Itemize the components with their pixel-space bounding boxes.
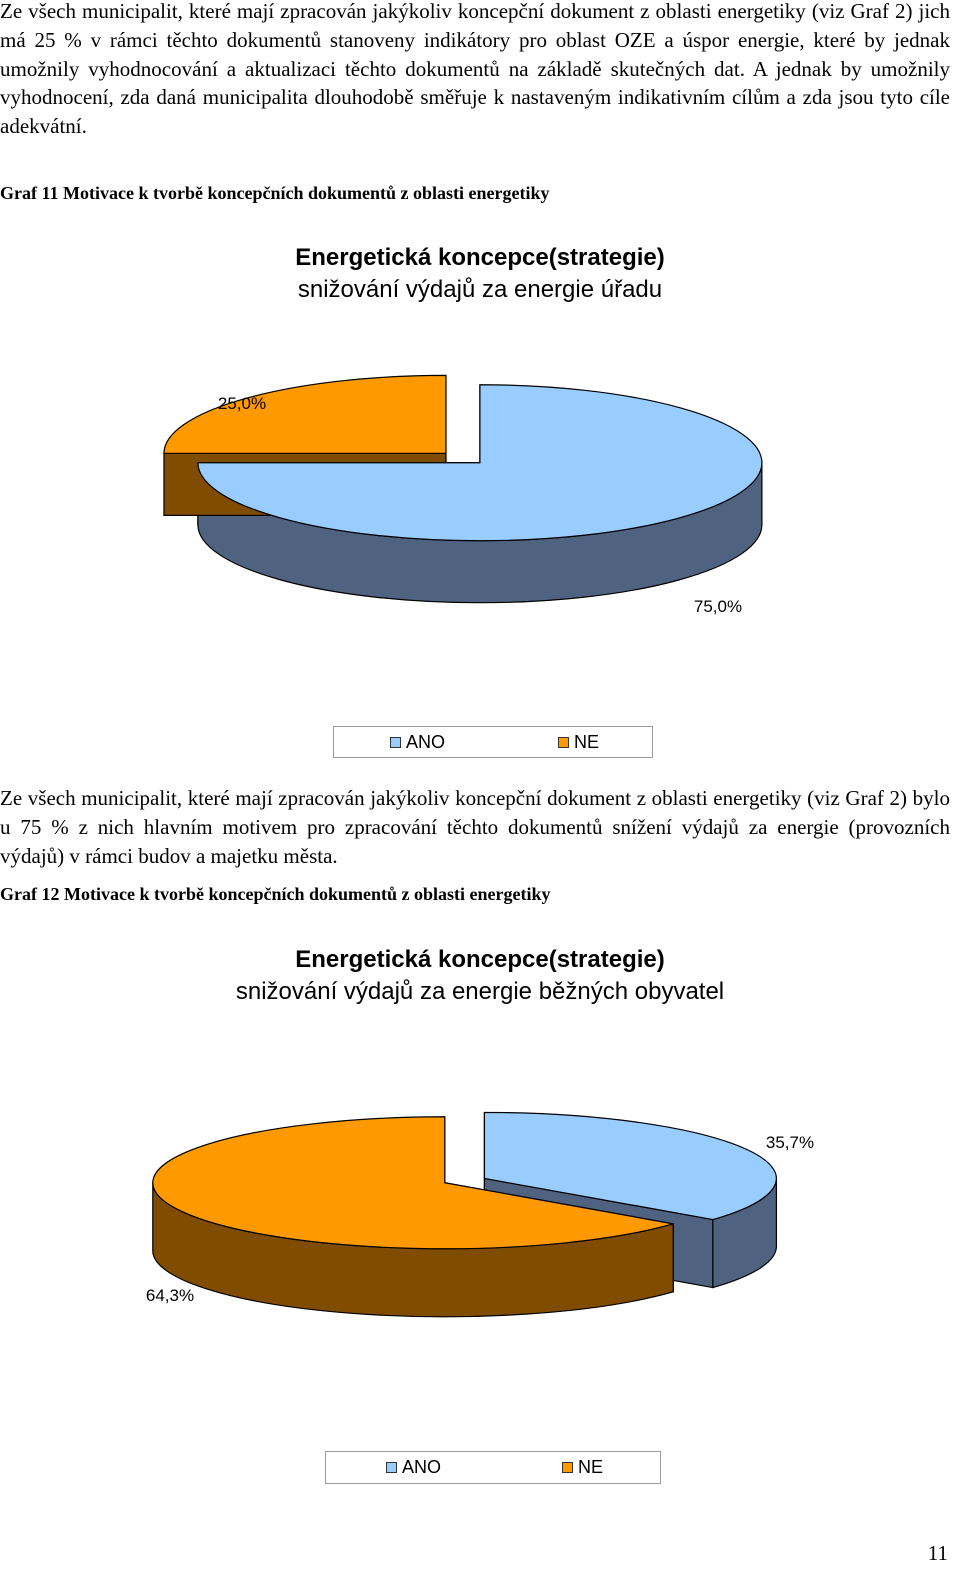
pie-chart-1 <box>0 360 960 690</box>
legend-label-ano: ANO <box>406 731 446 752</box>
caption-graf-12: Graf 12 Motivace k tvorbě koncepčních dokumentů z oblasti energetiky <box>0 884 551 904</box>
pie-data-label-ano: 75,0% <box>693 597 743 616</box>
legend-item-ne <box>562 1452 603 1483</box>
paragraph-motivation: Ze všech municipalit, které mají zpracován jakýkoliv koncepční dokument z oblasti energetiky (viz Graf 2) bylo u 75 % z nich hlavním motivem pro zpracování těchto dokumentů snížení výdajů za energie (provozních výdajů) v rámci budov a majetku města. <box>0 786 950 868</box>
legend-label-ne: NE <box>574 731 600 752</box>
pie-slice-ne <box>164 375 446 453</box>
chart-2-legend <box>325 1451 661 1484</box>
chart-1-subtitle: snižování výdajů za energie úřadu <box>297 276 663 303</box>
chart-2-subtitle: snižování výdajů za energie běžných obyvatel <box>235 978 725 1005</box>
chart-1-legend <box>333 726 653 758</box>
legend-item-ano <box>386 1452 441 1483</box>
chart-2-title: Energetická koncepce(strategie) <box>295 946 665 973</box>
legend-item-ne <box>558 727 599 757</box>
paragraph-indicators: Ze všech municipalit, které mají zpracován jakýkoliv koncepční dokument z oblasti energetiky (viz Graf 2) jich má 25 % v rámci těchto dokumentů stanoveny indikátory pro oblast OZE a úspor energie, které by jednak umožnily vyhodnocování a aktualizaci těchto dokumentů na základě skutečných dat. A jednak by umožnily vyhodnocení, zda daná municipalita dlouhodobě směřuje k nastaveným indikativním cílům a zda jsou tyto cíle adekvátní. <box>0 0 950 139</box>
pie-data-label-ano: 35,7% <box>765 1133 815 1152</box>
page-number: 11 <box>927 1541 948 1565</box>
legend-swatch-ne <box>562 1462 573 1473</box>
legend-swatch-ano <box>386 1462 397 1473</box>
pie-chart-2 <box>0 1100 960 1440</box>
pie-data-label-ne: 64,3% <box>145 1286 195 1305</box>
chart-2-title-block <box>0 944 960 1008</box>
pie-data-label-ne: 25,0% <box>217 394 267 413</box>
legend-swatch-ano <box>390 737 401 748</box>
chart-1-title-block <box>0 242 960 306</box>
legend-label-ano: ANO <box>402 1457 442 1477</box>
legend-label-ne: NE <box>578 1457 604 1477</box>
caption-graf-11: Graf 11 Motivace k tvorbě koncepčních dokumentů z oblasti energetiky <box>0 183 550 203</box>
chart-1-title: Energetická koncepce(strategie) <box>295 244 665 271</box>
legend-item-ano <box>390 727 445 757</box>
legend-swatch-ne <box>558 737 569 748</box>
